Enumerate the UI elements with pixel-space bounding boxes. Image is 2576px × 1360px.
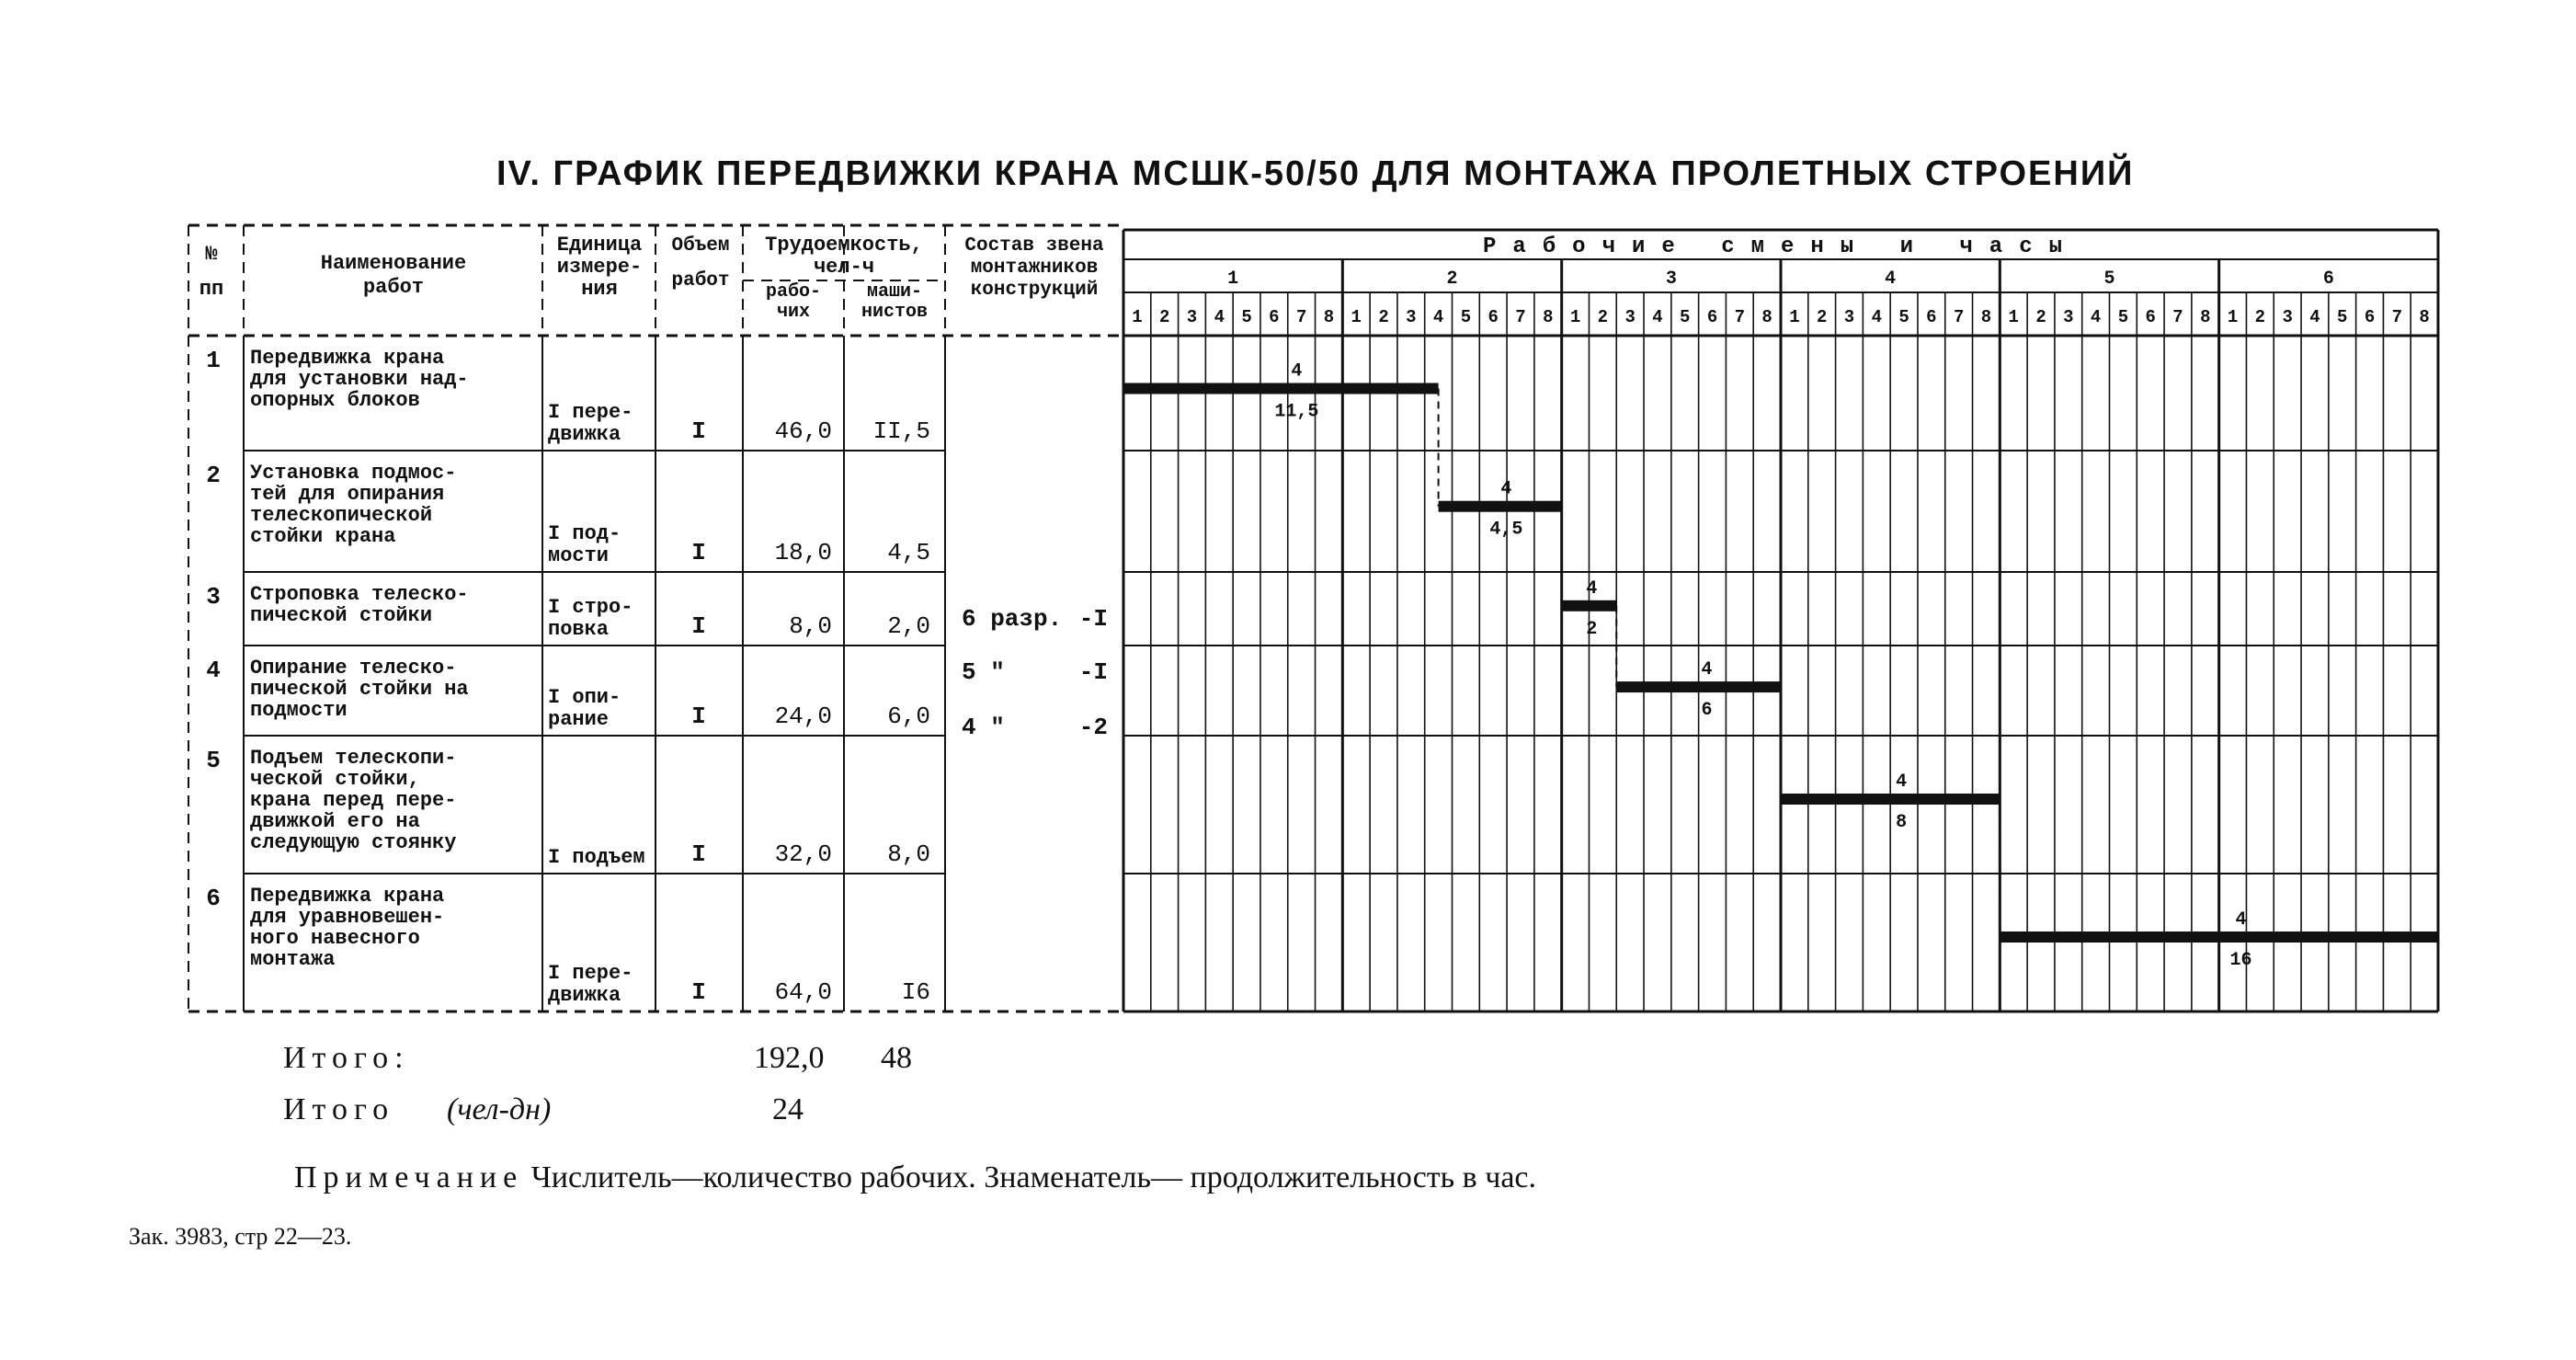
row-unit: I пере- [548, 962, 633, 985]
hour-label: 7 [1295, 307, 1307, 327]
hour-label: 1 [1789, 307, 1800, 327]
hour-label: 7 [1953, 307, 1965, 327]
header-unit: ния [581, 278, 618, 301]
crew-grade: 6 разр. [962, 605, 1063, 633]
hour-label: 3 [1843, 307, 1855, 327]
row-unit: мости [548, 544, 610, 567]
row-workers: 18,0 [774, 539, 832, 566]
hour-label: 2 [2254, 307, 2266, 327]
row-name: Опирание телеско- [250, 657, 457, 680]
hour-label: 3 [2282, 307, 2293, 327]
hour-label: 6 [1706, 307, 1718, 327]
gantt-numerator: 4 [1586, 577, 1598, 600]
hour-label: 1 [1351, 307, 1362, 327]
shift-label: 1 [1227, 269, 1239, 290]
header-labor-workers: чих [776, 302, 811, 323]
row-name: ческой стойки, [250, 768, 420, 791]
row-name: пической стойки [250, 604, 433, 627]
gantt-denominator: 16 [2229, 950, 2252, 971]
hour-label: 5 [1680, 307, 1691, 327]
hour-label: 3 [1406, 307, 1417, 327]
crew-grade: 4 " [962, 714, 1005, 741]
row-name: Строповка телеско- [250, 583, 469, 606]
row-name: опорных блоков [250, 389, 420, 412]
header-unit: измере- [556, 256, 643, 279]
gantt-denominator: 4,5 [1489, 519, 1523, 541]
shift-label: 5 [2103, 269, 2115, 290]
row-unit: повка [548, 618, 610, 641]
row-name: крана перед пере- [250, 789, 457, 812]
header-crew: монтажников [970, 257, 1099, 279]
header-shifts: Рабочие смены и часы [1482, 234, 2080, 259]
hour-label: 6 [2145, 307, 2156, 327]
header-labor: Трудоемкость, [765, 234, 923, 257]
hour-label: 2 [1816, 307, 1828, 327]
row-unit: I подъем [548, 846, 645, 869]
hour-label: 6 [1926, 307, 1937, 327]
row-workers: 8,0 [789, 612, 832, 640]
hour-label: 1 [1569, 307, 1581, 327]
hour-label: 5 [1460, 307, 1472, 327]
row-number: 6 [206, 885, 221, 912]
hour-label: 1 [2227, 307, 2239, 327]
row-unit: рание [548, 708, 610, 731]
hour-label: 6 [1487, 307, 1499, 327]
row-unit: I пере- [548, 401, 633, 424]
gantt-bar [1439, 501, 1562, 512]
row-unit: движка [548, 984, 621, 1007]
totals-days: 24 [772, 1092, 804, 1126]
hour-label: 2 [1158, 307, 1170, 327]
header-name: Наименование [320, 252, 467, 275]
row-name: пической стойки на [250, 678, 469, 701]
row-number: 5 [206, 747, 221, 774]
note-label: Примечание [294, 1160, 524, 1194]
row-name: ного навесного [250, 927, 420, 950]
hour-label: 7 [2391, 307, 2403, 327]
header-num: пп [199, 278, 224, 301]
crew-count: -I [1078, 658, 1108, 686]
crew-count: -2 [1078, 714, 1108, 741]
header-crew: Состав звена [964, 235, 1104, 257]
gantt-denominator: 2 [1586, 618, 1598, 640]
row-name: Подъем телескопи- [250, 747, 457, 770]
crew-grade: 5 " [962, 658, 1005, 686]
hour-label: 5 [1898, 307, 1909, 327]
hour-label: 4 [1652, 307, 1663, 327]
hour-label: 4 [1871, 307, 1882, 327]
row-name: движкой его на [250, 810, 420, 833]
row-machinists: II,5 [872, 417, 930, 445]
gantt-denominator: 6 [1701, 700, 1713, 722]
gantt-denominator: 11,5 [1274, 401, 1319, 423]
hour-label: 4 [2309, 307, 2320, 327]
hour-label: 4 [2090, 307, 2102, 327]
totals-days-label: Итого [283, 1092, 395, 1126]
row-unit: I под- [548, 522, 621, 545]
shift-label: 2 [1446, 269, 1458, 290]
row-name: для установки над- [250, 368, 469, 391]
header-labor-workers: рабо- [765, 281, 822, 303]
hour-label: 8 [2200, 307, 2211, 327]
header-name: работ [362, 276, 425, 299]
hour-label: 3 [2063, 307, 2074, 327]
row-name: Установка подмос- [250, 462, 457, 485]
hour-label: 1 [1132, 307, 1143, 327]
note [294, 1160, 1536, 1195]
row-name: монтажа [250, 948, 336, 971]
row-number: 4 [206, 657, 221, 684]
row-name: для уравновешен- [250, 906, 445, 929]
hour-label: 8 [1980, 307, 1992, 327]
gantt-numerator: 4 [2235, 909, 2247, 931]
row-name: Передвижка крана [250, 885, 445, 908]
hour-label: 3 [1186, 307, 1198, 327]
hour-label: 5 [2117, 307, 2129, 327]
row-name: стойки крана [250, 525, 396, 548]
row-name: телескопической [250, 504, 433, 527]
row-volume: I [691, 840, 706, 868]
hour-label: 3 [1624, 307, 1636, 327]
hour-label: 7 [1734, 307, 1746, 327]
hour-label: 5 [2337, 307, 2348, 327]
header-crew: конструкций [970, 280, 1099, 301]
shift-label: 3 [1665, 269, 1677, 290]
gantt-bar [1123, 383, 1439, 394]
gantt-bar [1562, 600, 1617, 611]
row-machinists: 4,5 [887, 539, 930, 566]
shift-label: 6 [2322, 269, 2334, 290]
header-volume: Объем [671, 235, 730, 257]
order-number: Зак. 3983, стр 22—23. [129, 1223, 352, 1250]
hour-label: 6 [1269, 307, 1280, 327]
row-name: Передвижка крана [250, 347, 445, 370]
header-labor-machinists: маши- [866, 281, 923, 303]
header-num: № [205, 243, 218, 266]
header-volume: работ [671, 270, 730, 291]
header-unit: Единица [556, 234, 643, 257]
hour-label: 4 [1214, 307, 1225, 327]
totals-days-unit: (чел-дн) [447, 1092, 552, 1126]
gantt-bar [1616, 681, 1781, 692]
row-unit: I опи- [548, 686, 621, 709]
totals-machinists: 48 [881, 1041, 912, 1075]
header-labor-machinists: нистов [861, 302, 929, 323]
hour-label: 8 [1543, 307, 1554, 327]
row-name: тей для опирания [250, 483, 445, 506]
gantt-denominator: 8 [1896, 812, 1908, 833]
totals-label: Итого: [283, 1041, 410, 1075]
hour-label: 8 [1761, 307, 1772, 327]
gantt-numerator: 4 [1500, 478, 1512, 500]
row-unit: движка [548, 423, 621, 446]
gantt-numerator: 4 [1896, 771, 1908, 793]
row-volume: I [691, 612, 706, 640]
row-number: 3 [206, 583, 221, 611]
row-volume: I [691, 978, 706, 1006]
hour-label: 5 [1241, 307, 1252, 327]
row-workers: 32,0 [774, 840, 832, 868]
hour-label: 8 [2419, 307, 2430, 327]
page-title: IV. ГРАФИК ПЕРЕДВИЖКИ КРАНА МСШК-50/50 ДЛЯ МОНТАЖА ПРОЛЕТНЫХ СТРОЕНИЙ [496, 154, 2135, 193]
row-name: подмости [250, 699, 348, 722]
row-volume: I [691, 417, 706, 445]
row-machinists: 8,0 [887, 840, 930, 868]
hour-label: 2 [1597, 307, 1609, 327]
hour-label: 7 [2172, 307, 2183, 327]
totals-workers: 192,0 [754, 1041, 825, 1075]
header-labor: чел-ч [813, 256, 875, 279]
row-workers: 24,0 [774, 703, 832, 730]
shift-label: 4 [1885, 269, 1897, 290]
crew-count: -I [1078, 605, 1108, 633]
row-workers: 64,0 [774, 978, 832, 1006]
gantt-bar [1781, 794, 2000, 805]
gantt-bar [2000, 931, 2438, 943]
row-number: 2 [206, 462, 221, 489]
row-volume: I [691, 539, 706, 566]
note-text: Числитель—количество рабочих. Знаменатель— продолжительность в час. [530, 1160, 1536, 1194]
hour-label: 2 [2035, 307, 2046, 327]
hour-label: 4 [1432, 307, 1444, 327]
row-machinists: I6 [901, 978, 930, 1006]
hour-label: 1 [2008, 307, 2019, 327]
gantt-numerator: 4 [1291, 360, 1303, 383]
row-machinists: 6,0 [887, 703, 930, 730]
row-volume: I [691, 703, 706, 730]
gantt-numerator: 4 [1701, 659, 1713, 681]
row-name: следующую стоянку [250, 831, 457, 854]
row-machinists: 2,0 [887, 612, 930, 640]
hour-label: 8 [1323, 307, 1335, 327]
hour-label: 7 [1515, 307, 1526, 327]
row-number: 1 [206, 347, 221, 374]
row-unit: I стро- [548, 596, 633, 619]
hour-label: 2 [1378, 307, 1389, 327]
row-workers: 46,0 [774, 417, 832, 445]
hour-label: 6 [2364, 307, 2376, 327]
